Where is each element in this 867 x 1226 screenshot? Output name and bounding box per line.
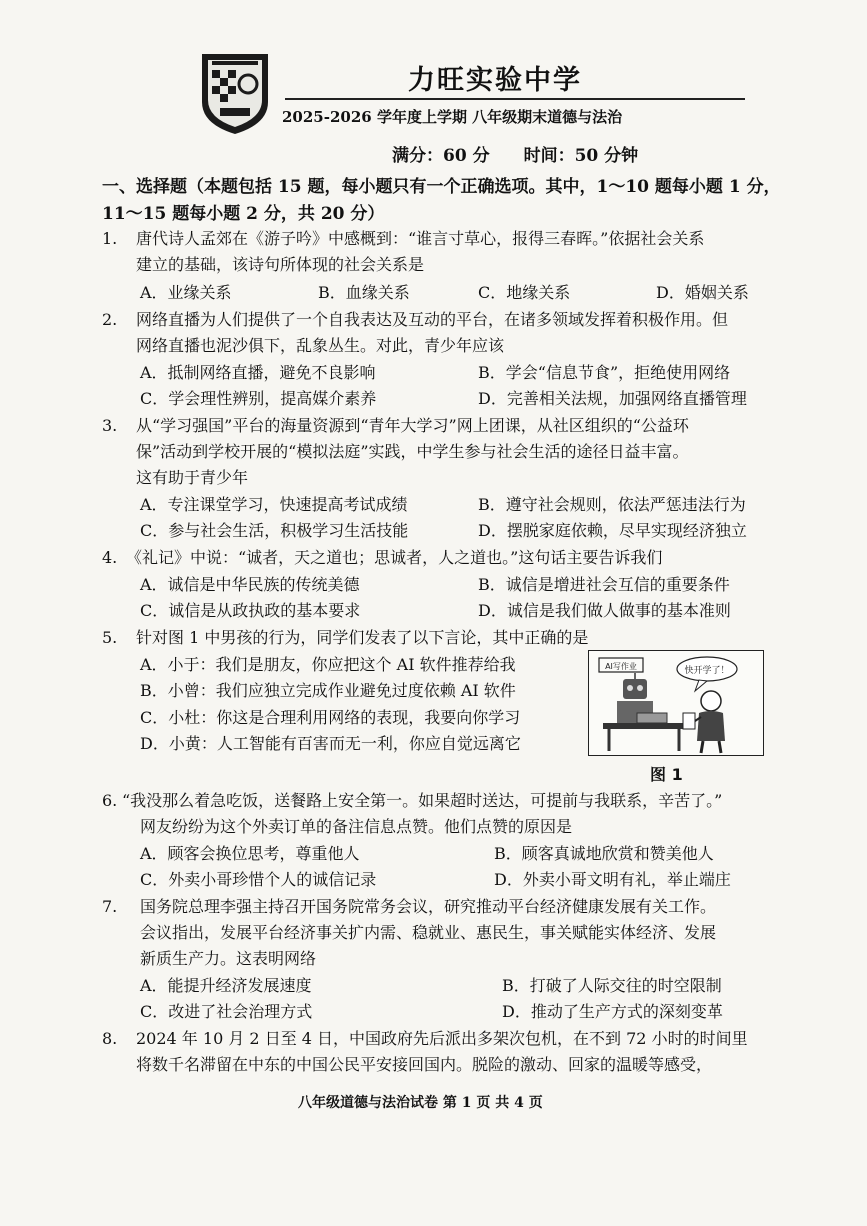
question-text: 2024 年 10 月 2 日至 4 日，中国政府先后派出多架次包机，在不到 72 小时的时间里	[136, 1029, 748, 1048]
question-text: 建立的基础，该诗句所体现的社会关系是	[136, 255, 425, 274]
question-text: 这有助于青少年	[136, 468, 249, 487]
option-d: D．小黄：人工智能有百害而无一利，你应自觉远离它	[140, 734, 521, 753]
option-a: A．能提升经济发展速度	[140, 976, 312, 995]
school-name: 力旺实验中学	[408, 65, 582, 96]
question-number: 2.	[102, 310, 118, 329]
question-number: 5.	[102, 628, 118, 647]
header-rule	[285, 98, 745, 100]
option-d: D．完善相关法规，加强网络直播管理	[478, 389, 747, 408]
question-text: 唐代诗人孟郊在《游子吟》中感概到：“谁言寸草心，报得三春晖。”依据社会关系	[136, 229, 705, 248]
question-number: 1.	[102, 229, 118, 248]
option-a: A．诚信是中华民族的传统美德	[140, 575, 360, 594]
section-heading-line-1: 一、选择题（本题包括 15 题，每小题只有一个正确选项。其中，1～10 题每小题 1 分，	[102, 177, 781, 197]
option-a: A．抵制网络直播，避免不良影响	[140, 363, 376, 382]
question-number: 4.	[102, 548, 118, 567]
question-number: 7.	[102, 897, 118, 916]
option-c: C．诚信是从政执政的基本要求	[140, 601, 361, 620]
option-b: B．小曾：我们应独立完成作业避免过度依赖 AI 软件	[140, 681, 516, 700]
option-c: C．外卖小哥珍惜个人的诚信记录	[140, 870, 377, 889]
school-logo	[198, 50, 272, 136]
option-a: A．业缘关系	[140, 283, 232, 302]
question-number: 3.	[102, 416, 118, 435]
question-text: 新质生产力。这表明网络	[140, 949, 317, 968]
question-text: 从“学习强国”平台的海量资源到“青年大学习”网上团课，从社区组织的“公益环	[136, 416, 689, 435]
option-d: D．婚姻关系	[656, 283, 749, 302]
screen-label: AI写作业	[605, 662, 637, 671]
question-text: 国务院总理李强主持召开国务院常务会议，研究推动平台经济健康发展有关工作。	[140, 897, 717, 916]
option-b: B．打破了人际交往的时空限制	[502, 976, 722, 995]
option-c: C．改进了社会治理方式	[140, 1002, 313, 1021]
option-d: D．摆脱家庭依赖，尽早实现经济独立	[478, 521, 747, 540]
question-text: 网友纷纷为这个外卖订单的备注信息点赞。他们点赞的原因是	[140, 817, 573, 836]
question-text: 网络直播为人们提供了一个自我表达及互动的平台，在诸多领域发挥着积极作用。但	[136, 310, 729, 329]
option-b: B．遵守社会规则，依法严惩违法行为	[478, 495, 746, 514]
figure-caption: 图 1	[650, 765, 683, 784]
section-heading-line-2: 11～15 题每小题 2 分，共 20 分）	[102, 204, 385, 224]
option-d: D．推动了生产方式的深刻变革	[502, 1002, 723, 1021]
option-d: D．诚信是我们做人做事的基本准则	[478, 601, 731, 620]
cartoon-illustration	[589, 651, 763, 755]
option-b: B．血缘关系	[318, 283, 410, 302]
option-b: B．顾客真诚地欣赏和赞美他人	[494, 844, 714, 863]
option-a: A．专注课堂学习，快速提高考试成绩	[140, 495, 408, 514]
question-number: 8.	[102, 1029, 118, 1048]
question-text: 《礼记》中说：“诚者，天之道也；思诚者，人之道也。”这句话主要告诉我们	[126, 548, 663, 567]
full-score: 满分：60 分	[392, 146, 490, 166]
exam-title: 2025-2026 学年度上学期 八年级期末道德与法治	[282, 108, 623, 126]
option-c: C．小杜：你这是合理利用网络的表现，我要向你学习	[140, 708, 521, 727]
option-b: B．学会“信息节食”，拒绝使用网络	[478, 363, 731, 382]
speech-bubble: 快开学了！	[684, 666, 730, 676]
option-c: C．参与社会生活，积极学习生活技能	[140, 521, 409, 540]
section-heading	[102, 174, 792, 228]
score-time-line	[392, 141, 672, 166]
question-text: 针对图 1 中男孩的行为，同学们发表了以下言论，其中正确的是	[136, 628, 589, 647]
option-a: A．顾客会换位思考，尊重他人	[140, 844, 360, 863]
question-number: 6.	[102, 791, 118, 810]
question-text: 网络直播也泥沙俱下，乱象丛生。对此，青少年应该	[136, 336, 505, 355]
option-c: C．学会理性辨别，提高媒介素养	[140, 389, 377, 408]
question-text: 将数千名滞留在中东的中国公民平安接回国内。脱险的激动、回家的温暖等感受，	[136, 1055, 713, 1074]
option-a: A．小于：我们是朋友，你应把这个 AI 软件推荐给我	[140, 655, 516, 674]
question-text: 会议指出，发展平台经济事关扩内需、稳就业、惠民生，事关赋能实体经济、发展	[140, 923, 717, 942]
figure-1-cartoon	[588, 650, 764, 756]
option-d: D．外卖小哥文明有礼，举止端庄	[494, 870, 731, 889]
option-b: B．诚信是增进社会互信的重要条件	[478, 575, 730, 594]
page-footer: 八年级道德与法治试卷 第 1 页 共 4 页	[298, 1095, 543, 1111]
option-c: C．地缘关系	[478, 283, 571, 302]
question-text: “我没那么着急吃饭，送餐路上安全第一。如果超时送达，可提前与我联系，辛苦了。”	[122, 791, 723, 810]
exam-time: 时间：50 分钟	[523, 146, 639, 166]
question-text: 保”活动到学校开展的“模拟法庭”实践，中学生参与社会生活的途径日益丰富。	[136, 442, 689, 461]
